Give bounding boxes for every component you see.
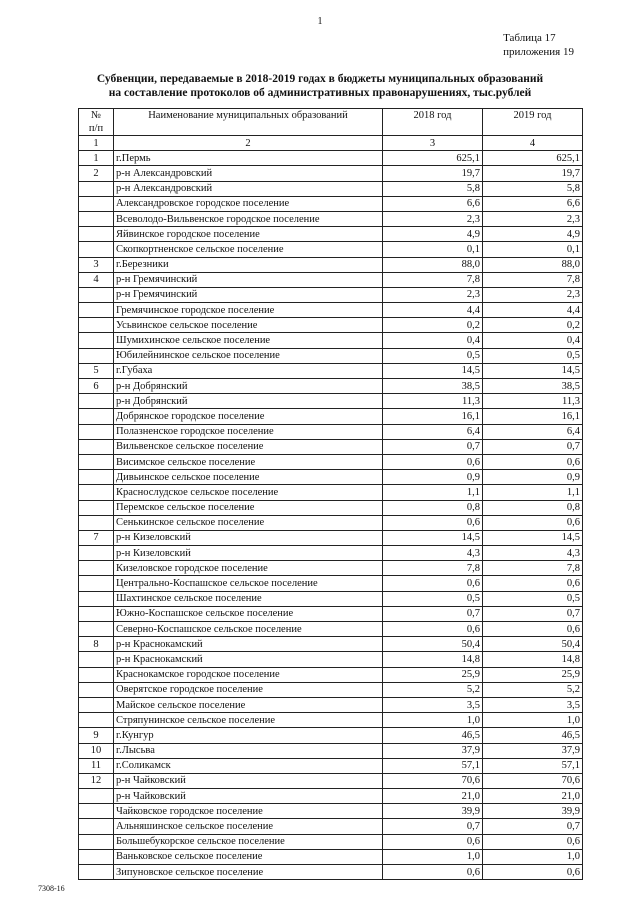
- row-value-2018: 0,6: [383, 576, 483, 591]
- row-number: [79, 697, 114, 712]
- table-row: [79, 713, 583, 728]
- table-row: [79, 287, 583, 302]
- footer-code: 7308-16: [38, 884, 65, 893]
- row-number: [79, 409, 114, 424]
- row-value-2018: 0,7: [383, 439, 483, 454]
- header-2019: 2019 год: [483, 109, 583, 136]
- row-number: 7: [79, 530, 114, 545]
- row-value-2019: 0,8: [483, 500, 583, 515]
- table-row: [79, 561, 583, 576]
- row-value-2019: 4,9: [483, 227, 583, 242]
- subventions-table: [78, 108, 583, 880]
- row-number: 12: [79, 773, 114, 788]
- table-row: [79, 454, 583, 469]
- row-name: Кизеловское городское поселение: [114, 561, 383, 576]
- row-number: [79, 454, 114, 469]
- row-value-2018: 0,1: [383, 242, 483, 257]
- table-row: [79, 682, 583, 697]
- row-number: [79, 865, 114, 880]
- row-number: [79, 181, 114, 196]
- table-row: [79, 743, 583, 758]
- column-number-row: [79, 136, 583, 151]
- row-number: [79, 713, 114, 728]
- row-value-2018: 4,3: [383, 546, 483, 561]
- row-value-2018: 57,1: [383, 758, 483, 773]
- table-row: [79, 697, 583, 712]
- row-value-2018: 0,7: [383, 819, 483, 834]
- row-value-2019: 14,8: [483, 652, 583, 667]
- table-row: [79, 348, 583, 363]
- row-value-2019: 2,3: [483, 287, 583, 302]
- column-number: 4: [483, 136, 583, 151]
- table-row: [79, 500, 583, 515]
- row-value-2019: 0,9: [483, 470, 583, 485]
- row-name: Краснокамское городское поселение: [114, 667, 383, 682]
- row-value-2019: 6,6: [483, 196, 583, 211]
- header-number-line1: №: [90, 110, 102, 121]
- row-value-2018: 1,0: [383, 713, 483, 728]
- row-value-2018: 4,4: [383, 303, 483, 318]
- row-value-2019: 0,7: [483, 819, 583, 834]
- row-name: г.Соликамск: [114, 758, 383, 773]
- header-2018: 2018 год: [383, 109, 483, 136]
- row-name: Яйвинское городское поселение: [114, 227, 383, 242]
- row-name: Чайковское городское поселение: [114, 804, 383, 819]
- row-value-2018: 6,6: [383, 196, 483, 211]
- table-row: [79, 773, 583, 788]
- row-number: 10: [79, 743, 114, 758]
- row-value-2019: 625,1: [483, 151, 583, 166]
- table-row: [79, 622, 583, 637]
- row-value-2019: 1,0: [483, 713, 583, 728]
- title-line: на составление протоколов об административных правонарушениях, тыс.рублей: [108, 87, 532, 99]
- row-name: Перемское сельское поселение: [114, 500, 383, 515]
- row-number: [79, 348, 114, 363]
- row-value-2019: 5,8: [483, 181, 583, 196]
- row-name: Шумихинское сельское поселение: [114, 333, 383, 348]
- table-row: [79, 151, 583, 166]
- row-name: Шахтинское сельское поселение: [114, 591, 383, 606]
- table-row: [79, 227, 583, 242]
- row-name: Вильвенское сельское поселение: [114, 439, 383, 454]
- row-value-2018: 14,5: [383, 530, 483, 545]
- row-value-2018: 1,0: [383, 849, 483, 864]
- table-header-row: [79, 109, 583, 136]
- row-value-2019: 4,3: [483, 546, 583, 561]
- row-value-2019: 0,7: [483, 606, 583, 621]
- table-row: [79, 576, 583, 591]
- column-number: 2: [114, 136, 383, 151]
- table-row: [79, 728, 583, 743]
- table-row: [79, 515, 583, 530]
- row-value-2018: 0,2: [383, 318, 483, 333]
- table-row: [79, 409, 583, 424]
- row-number: [79, 394, 114, 409]
- row-number: [79, 652, 114, 667]
- row-name: Дивьинское сельское поселение: [114, 470, 383, 485]
- row-name: г.Пермь: [114, 151, 383, 166]
- row-number: [79, 242, 114, 257]
- document-title: [30, 72, 610, 100]
- table-row: [79, 379, 583, 394]
- row-value-2019: 0,6: [483, 865, 583, 880]
- row-value-2019: 70,6: [483, 773, 583, 788]
- row-name: Альняшинское сельское поселение: [114, 819, 383, 834]
- table-row: [79, 166, 583, 181]
- row-number: [79, 561, 114, 576]
- row-name: Александровское городское поселение: [114, 196, 383, 211]
- row-value-2019: 37,9: [483, 743, 583, 758]
- table-row: [79, 530, 583, 545]
- row-name: Скопкортненское сельское поселение: [114, 242, 383, 257]
- title-line: Субвенции, передаваемые в 2018-2019 годах в бюджеты муниципальных образований: [96, 73, 544, 85]
- row-value-2018: 88,0: [383, 257, 483, 272]
- row-number: [79, 606, 114, 621]
- row-value-2018: 5,8: [383, 181, 483, 196]
- table-row: [79, 652, 583, 667]
- table-row: [79, 318, 583, 333]
- table-row: [79, 196, 583, 211]
- row-value-2019: 0,6: [483, 834, 583, 849]
- column-number: 3: [383, 136, 483, 151]
- row-value-2018: 0,6: [383, 454, 483, 469]
- row-value-2019: 19,7: [483, 166, 583, 181]
- row-value-2019: 5,2: [483, 682, 583, 697]
- row-value-2019: 7,8: [483, 272, 583, 287]
- table-row: [79, 591, 583, 606]
- row-name: Северно-Коспашское сельское поселение: [114, 622, 383, 637]
- page-number: 1: [317, 16, 323, 27]
- row-number: [79, 439, 114, 454]
- table-row: [79, 333, 583, 348]
- row-number: [79, 804, 114, 819]
- row-value-2019: 3,5: [483, 697, 583, 712]
- row-value-2019: 57,1: [483, 758, 583, 773]
- row-value-2018: 21,0: [383, 789, 483, 804]
- row-value-2019: 0,4: [483, 333, 583, 348]
- row-value-2018: 25,9: [383, 667, 483, 682]
- row-name: г.Лысьва: [114, 743, 383, 758]
- row-value-2019: 11,3: [483, 394, 583, 409]
- row-value-2019: 1,0: [483, 849, 583, 864]
- row-number: [79, 485, 114, 500]
- row-number: [79, 318, 114, 333]
- row-number: [79, 834, 114, 849]
- row-value-2018: 3,5: [383, 697, 483, 712]
- row-value-2019: 0,7: [483, 439, 583, 454]
- row-number: [79, 424, 114, 439]
- row-value-2019: 2,3: [483, 211, 583, 226]
- row-value-2019: 14,5: [483, 363, 583, 378]
- row-number: 9: [79, 728, 114, 743]
- row-number: [79, 682, 114, 697]
- row-value-2018: 0,6: [383, 515, 483, 530]
- table-ref-line: Таблица 17: [503, 32, 556, 44]
- row-value-2019: 0,6: [483, 576, 583, 591]
- table-row: [79, 819, 583, 834]
- row-name: р-н Кизеловский: [114, 530, 383, 545]
- header-number-line2: п/п: [88, 123, 104, 134]
- table-row: [79, 758, 583, 773]
- row-number: [79, 819, 114, 834]
- row-name: г.Березники: [114, 257, 383, 272]
- row-name: Висимское сельское поселение: [114, 454, 383, 469]
- table-row: [79, 181, 583, 196]
- row-value-2018: 0,4: [383, 333, 483, 348]
- row-name: Стряпунинское сельское поселение: [114, 713, 383, 728]
- table-row: [79, 849, 583, 864]
- row-value-2019: 46,5: [483, 728, 583, 743]
- table-row: [79, 789, 583, 804]
- row-value-2018: 0,6: [383, 622, 483, 637]
- row-name: Усьвинское сельское поселение: [114, 318, 383, 333]
- row-value-2018: 1,1: [383, 485, 483, 500]
- row-value-2018: 6,4: [383, 424, 483, 439]
- row-value-2019: 25,9: [483, 667, 583, 682]
- row-number: 6: [79, 379, 114, 394]
- row-number: [79, 849, 114, 864]
- row-value-2018: 14,8: [383, 652, 483, 667]
- row-number: [79, 333, 114, 348]
- row-name: Сенькинское сельское поселение: [114, 515, 383, 530]
- row-value-2019: 0,5: [483, 591, 583, 606]
- row-value-2019: 4,4: [483, 303, 583, 318]
- row-number: [79, 500, 114, 515]
- row-value-2019: 7,8: [483, 561, 583, 576]
- table-reference: [503, 31, 574, 59]
- row-value-2018: 46,5: [383, 728, 483, 743]
- row-value-2018: 2,3: [383, 211, 483, 226]
- header-name: Наименование муниципальных образований: [114, 109, 383, 136]
- table-row: [79, 257, 583, 272]
- row-name: р-н Добрянский: [114, 379, 383, 394]
- row-number: [79, 303, 114, 318]
- row-value-2018: 50,4: [383, 637, 483, 652]
- table-row: [79, 606, 583, 621]
- row-value-2018: 4,9: [383, 227, 483, 242]
- row-number: [79, 789, 114, 804]
- row-value-2019: 88,0: [483, 257, 583, 272]
- row-value-2019: 0,2: [483, 318, 583, 333]
- row-value-2019: 39,9: [483, 804, 583, 819]
- row-value-2018: 19,7: [383, 166, 483, 181]
- row-number: [79, 470, 114, 485]
- row-number: [79, 227, 114, 242]
- row-name: Юбилейнинское сельское поселение: [114, 348, 383, 363]
- row-name: Центрально-Коспашское сельское поселение: [114, 576, 383, 591]
- row-value-2019: 16,1: [483, 409, 583, 424]
- row-name: Южно-Коспашское сельское поселение: [114, 606, 383, 621]
- row-value-2019: 0,6: [483, 454, 583, 469]
- row-number: [79, 576, 114, 591]
- row-name: Всеволодо-Вильвенское городское поселение: [114, 211, 383, 226]
- row-value-2018: 2,3: [383, 287, 483, 302]
- row-name: Краснослудское сельское поселение: [114, 485, 383, 500]
- row-value-2018: 38,5: [383, 379, 483, 394]
- table-row: [79, 272, 583, 287]
- row-number: [79, 667, 114, 682]
- row-name: Гремячинское городское поселение: [114, 303, 383, 318]
- row-name: р-н Кизеловский: [114, 546, 383, 561]
- row-name: г.Губаха: [114, 363, 383, 378]
- row-number: 2: [79, 166, 114, 181]
- row-name: Полазненское городское поселение: [114, 424, 383, 439]
- row-number: [79, 622, 114, 637]
- row-name: Майское сельское поселение: [114, 697, 383, 712]
- table-row: [79, 637, 583, 652]
- row-value-2019: 14,5: [483, 530, 583, 545]
- row-value-2019: 6,4: [483, 424, 583, 439]
- row-name: г.Кунгур: [114, 728, 383, 743]
- table-ref-line: приложения 19: [503, 46, 574, 58]
- row-value-2018: 7,8: [383, 272, 483, 287]
- row-number: 8: [79, 637, 114, 652]
- row-number: [79, 515, 114, 530]
- table-row: [79, 242, 583, 257]
- row-value-2019: 21,0: [483, 789, 583, 804]
- row-value-2018: 37,9: [383, 743, 483, 758]
- row-name: р-н Александровский: [114, 166, 383, 181]
- row-number: [79, 211, 114, 226]
- row-name: Большебукорское сельское поселение: [114, 834, 383, 849]
- table-row: [79, 485, 583, 500]
- row-number: 1: [79, 151, 114, 166]
- table-row: [79, 439, 583, 454]
- row-value-2019: 38,5: [483, 379, 583, 394]
- table-row: [79, 546, 583, 561]
- table-row: [79, 303, 583, 318]
- header-number: [79, 109, 114, 136]
- row-value-2019: 0,6: [483, 515, 583, 530]
- row-name: Зипуновское сельское поселение: [114, 865, 383, 880]
- row-name: р-н Краснокамский: [114, 637, 383, 652]
- column-number: 1: [79, 136, 114, 151]
- row-number: 5: [79, 363, 114, 378]
- row-name: р-н Чайковский: [114, 789, 383, 804]
- row-name: р-н Александровский: [114, 181, 383, 196]
- row-value-2018: 70,6: [383, 773, 483, 788]
- row-number: [79, 196, 114, 211]
- table-row: [79, 363, 583, 378]
- row-name: р-н Гремячинский: [114, 272, 383, 287]
- row-name: Добрянское городское поселение: [114, 409, 383, 424]
- row-value-2018: 0,7: [383, 606, 483, 621]
- row-name: р-н Чайковский: [114, 773, 383, 788]
- row-name: р-н Гремячинский: [114, 287, 383, 302]
- table-row: [79, 394, 583, 409]
- row-number: [79, 546, 114, 561]
- row-value-2019: 0,1: [483, 242, 583, 257]
- row-number: 3: [79, 257, 114, 272]
- row-value-2018: 39,9: [383, 804, 483, 819]
- row-value-2018: 5,2: [383, 682, 483, 697]
- row-name: р-н Добрянский: [114, 394, 383, 409]
- row-name: Оверятское городское поселение: [114, 682, 383, 697]
- row-value-2018: 625,1: [383, 151, 483, 166]
- table-row: [79, 667, 583, 682]
- row-value-2018: 11,3: [383, 394, 483, 409]
- row-number: 11: [79, 758, 114, 773]
- row-value-2019: 50,4: [483, 637, 583, 652]
- row-value-2018: 0,5: [383, 591, 483, 606]
- row-value-2018: 14,5: [383, 363, 483, 378]
- table-row: [79, 424, 583, 439]
- row-value-2018: 0,5: [383, 348, 483, 363]
- row-number: 4: [79, 272, 114, 287]
- row-value-2019: 0,5: [483, 348, 583, 363]
- row-value-2018: 0,6: [383, 834, 483, 849]
- row-number: [79, 287, 114, 302]
- row-value-2018: 0,9: [383, 470, 483, 485]
- row-name: Ваньковское сельское поселение: [114, 849, 383, 864]
- row-value-2018: 7,8: [383, 561, 483, 576]
- table-row: [79, 470, 583, 485]
- row-name: р-н Краснокамский: [114, 652, 383, 667]
- row-value-2019: 0,6: [483, 622, 583, 637]
- row-value-2018: 0,8: [383, 500, 483, 515]
- row-value-2019: 1,1: [483, 485, 583, 500]
- row-number: [79, 591, 114, 606]
- row-value-2018: 0,6: [383, 865, 483, 880]
- row-value-2018: 16,1: [383, 409, 483, 424]
- table-row: [79, 211, 583, 226]
- table-row: [79, 834, 583, 849]
- table-row: [79, 804, 583, 819]
- table-row: [79, 865, 583, 880]
